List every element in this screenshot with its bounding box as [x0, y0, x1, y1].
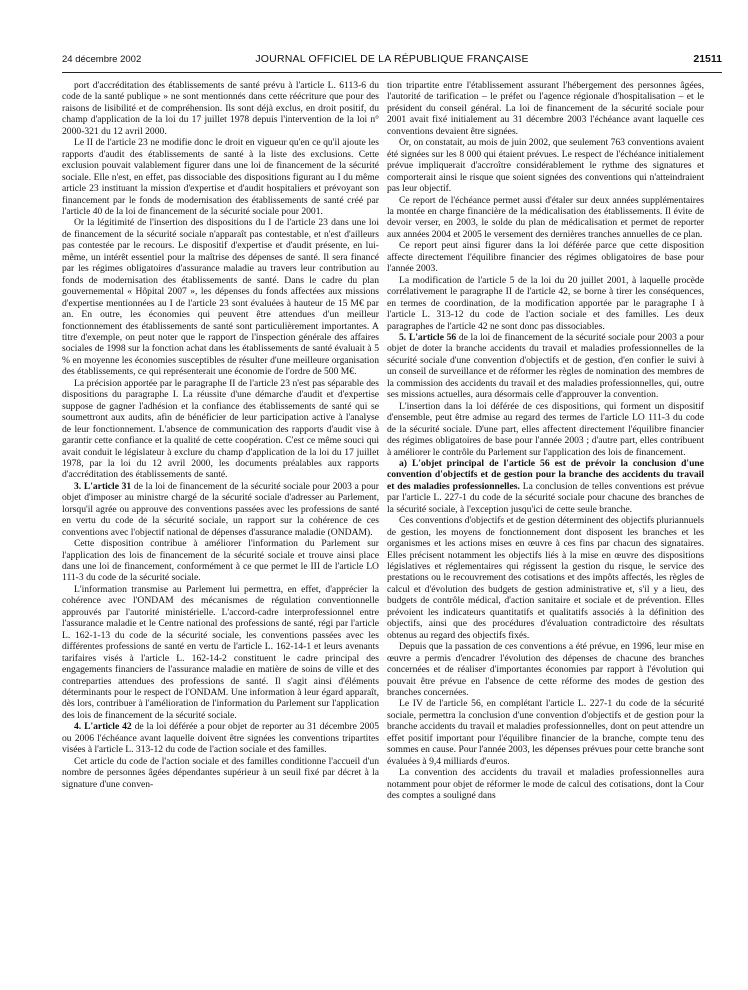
paragraph-text: Ces conventions d'objectifs et de gestion déterminent des objectifs pluriannuels de gestion, les moyens de fonctionnement dont disposent les branches et les organismes et les actions mises en œuvre à ces fins par chacun des signataires. Elles précisent notamment les objectifs liés à la mise en œuvre des dispositions législatives et réglementaires qui régissent la gestion du risque, le service des prestations ou le recouvrement des cotisations et des impôts affectés, les règles de calcul et d'évolution des budgets de gestion administrative et, s'il y a lieu, des budgets de contrôle médical, d'action sanitaire et sociale et de prévention. Elles prévoient les indicateurs quantitatifs et qualitatifs associés à la définition des objectifs, ainsi que des procédures d'évaluation contradictoire des résultats obtenus au regard des objectifs fixés.: [387, 515, 704, 641]
paragraph: [62, 217, 379, 377]
paragraph-lead: a) L'objet principal de l'article 56 est de prévoir la conclusion d'une convention d'objectifs et de gestion pour la branche des accidents du travail et des maladies professionnelles.: [387, 457, 704, 492]
paragraph: [387, 275, 704, 332]
paragraph-text: Ce report peut ainsi figurer dans la loi déférée parce que cette disposition affecte directement l'équilibre financier des régimes obligatoires de base pour l'année 2003.: [387, 240, 704, 275]
paragraph-text: La convention des accidents du travail et maladies professionnelles aura notamment pour objet de réformer le mode de calcul des cotisations, dont la Cour des comptes a souligné dans: [387, 767, 704, 802]
paragraph: [62, 584, 379, 721]
paragraph: [387, 80, 704, 137]
paragraph: [387, 332, 704, 401]
right-column: [387, 80, 704, 988]
paragraph-lead: 4. L'article 42: [74, 721, 132, 733]
paragraph-text: de la loi de financement de la sécurité sociale pour 2003 a pour objet de doter la branche accidents du travail et maladies professionnelles de la sécurité sociale d'une convention d'objectifs et de gestion, d'en confier le suivi à un conseil de surveillance et de réformer les règles de nomination des membres de la commission des accidents du travail et des maladies professionnelles, qui, outre ses missions actuelles, aura désormais celle d'approuver la convention.: [387, 331, 704, 401]
paragraph-text: Le IV de l'article 56, en complétant l'article L. 227-1 du code de la sécurité sociale, permettra la conclusion d'une convention d'objectifs et de gestion pour la branche accidents du travail et maladies professionnelles, dont on peut attendre un effet positif important pour l'équilibre financier de la branche, compte tenu des sommes en cause. Pour l'année 2003, les dépenses prévues pour cette branche sont évaluées à 9,4 milliards d'euros.: [387, 698, 704, 767]
paragraph-text: Depuis que la passation de ces conventions a été prévue, en 1996, leur mise en œuvre a permis d'encadrer l'évolution des dépenses de chacune des branches concernées et de réaliser d'importantes économies par rapport à l'évolution qui pouvait être prévue en l'absence de cette réforme des modes de gestion des branches concernées.: [387, 641, 704, 699]
journal-title: JOURNAL OFFICIEL DE LA RÉPUBLIQUE FRANÇAISE: [255, 53, 529, 65]
paragraph: [387, 515, 704, 641]
paragraph-text: port d'accréditation des établissements de santé prévu à l'article L. 6113-6 du code de la santé publique » ne sont mentionnés dans cette réécriture que pour des raisons de lisibilité et de compréhension. Ils sont déjà exclus, en droit positif, du champ d'application de la loi du 17 juillet 1978 depuis l'intervention de la loi n° 2000-321 du 12 avril 2000.: [62, 80, 379, 137]
paragraph: [387, 401, 704, 458]
paragraph: [62, 137, 379, 217]
paragraph-text: L'information transmise au Parlement lui permettra, en effet, d'apprécier la cohérence avec l'ONDAM des mécanismes de régulation conventionnelle approuvés par l'autorité ministérielle. L'accord-cadre interprofessionnel entre l'assurance maladie et le Centre national des professions de santé, régi par l'article L. 162-1-13 du code de la sécurité sociale, les conventions passées avec les différentes professions de santé en vertu de l'article L. 162-14-1 et leurs avenants tarifaires visés à l'article L. 162-14-2 constituent le cadre principal des engagements financiers de l'assurance maladie en matière de soins de ville et des contreparties attendues des professions de santé. Il s'agit ainsi d'éléments déterminants pour le respect de l'ONDAM. Une information à leur égard apparaît, dès lors, contribuer à l'amélioration de l'information du Parlement sur l'application des lois de financement de la sécurité sociale.: [62, 583, 379, 721]
page-header: [62, 52, 722, 68]
paragraph: [387, 458, 704, 515]
paragraph: [62, 538, 379, 584]
paragraph-text: Or la légitimité de l'insertion des dispositions du I de l'article 23 dans une loi de financement de la sécurité sociale n'apparaît pas contestable, et n'est d'ailleurs pas contestée par le recours. Le dispositif d'expertise et d'audit présente, en lui-même, un intérêt essentiel pour la maîtrise des dépenses de santé. Il sera financé par les régimes obligatoires d'assurance maladie au travers leur contribution au fonds de modernisation des établissements de santé. Dans le cadre du plan gouvernemental « Hôpital 2007 », les dépenses du fonds affectées aux missions d'expertise mentionnées au I de l'article 23 sont évaluées à hauteur de 15 M€ par an. En outre, les économies qui peuvent être attendues d'un meilleur fonctionnement des établissements de santé sont particulièrement importantes. A titre d'exemple, on peut noter que le rapport de l'inspection générale des affaires sociales de 1998 sur la fonction achat dans les établissements de santé évaluait à 5 % en moyenne les économies susceptibles de résulter d'une meilleure organisation des établissements, ce qui représenterait une économie de l'ordre de 500 M€.: [62, 217, 379, 378]
paragraph: [62, 756, 379, 790]
page-number: 21511: [693, 53, 722, 65]
paragraph-text: Cette disposition contribue à améliorer l'information du Parlement sur l'application des lois de financement de la sécurité sociale et trouve ainsi place dans une loi de financement, conformément à ce que permet le III de l'article LO 111-3 du code de la sécurité sociale.: [62, 538, 379, 584]
paragraph-lead: 3. L'article 31: [74, 480, 132, 492]
paragraph: [62, 378, 379, 481]
paragraph-text: Or, on constatait, au mois de juin 2002, que seulement 763 conventions avaient été signées sur les 8 000 qui étaient prévues. Le respect de l'échéance initialement prévue impliquerait d'accroître considérablement le rythme des signatures et comporterait ainsi le risque que soient signées des conventions qui n'atteindraient pas leur objectif.: [387, 137, 704, 195]
paragraph: [387, 641, 704, 698]
paragraph: [387, 195, 704, 241]
paragraph-text: L'insertion dans la loi déférée de ces dispositions, qui forment un dispositif d'ensemble, peut être admise au regard des termes de l'article LO 111-3 du code de la sécurité sociale. D'une part, elles affectent directement l'équilibre financier des régimes obligatoires de base pour l'année 2003 ; d'autre part, elles contribuent à améliorer le contrôle du Parlement sur l'application des lois de financement.: [387, 400, 704, 458]
paragraph-lead: 5. L'article 56: [399, 331, 457, 343]
paragraph-text: tion tripartite entre l'établissement assurant l'hébergement des personnes âgées, l'autorité de tarification – le préfet ou l'agence régionale d'hospitalisation – et le président du conseil général. La loi de financement de la sécurité sociale pour 2001 avait fixé initialement au 31 décembre 2003 l'échéance avant laquelle ces conventions devaient être signées.: [387, 80, 704, 137]
paragraph-text: Cet article du code de l'action sociale et des familles conditionne l'accueil d'un nombre de personnes âgées dépendantes supérieur à un seuil fixé par décret à la signature d'une conven-: [62, 755, 379, 790]
left-column: [62, 80, 379, 988]
paragraph: [387, 137, 704, 194]
paragraph: [62, 481, 379, 538]
paragraph-text: La conclusion de telles conventions est prévue par l'article L. 227-1 du code de la sécurité sociale pour chacune des branches de la sécurité sociale, à l'exception jusqu'ici de cette seule branche.: [387, 480, 704, 515]
paragraph-text: Ce report de l'échéance permet aussi d'étaler sur deux années supplémentaires la montée en charge financière de la médicalisation des établissements. Il évite de devoir verser, en 2003, le solde du plan de médicalisation et permet de reporter aux années 2004 et 2005 le versement des dernières tranches annuelles de ce plan.: [387, 194, 704, 240]
paragraph-text: La précision apportée par le paragraphe II de l'article 23 n'est pas séparable des dispositions du paragraphe I. La réussite d'une démarche d'audit et d'expertise suppose de gagner l'adhésion et la confiance des établissements de santé qui se soumettront aux audits, afin de bénéficier de leur participation active à l'analyse de leur fonctionnement. L'absence de communication des rapports d'audit vise à garantir cette confiance et la qualité de cette coopération. C'est ce même souci qui avait conduit le législateur à exclure du champ d'application de la loi du 17 juillet 1978, par la loi du 12 avril 2000, les documents préalables aux rapports d'accréditation des établissements de santé.: [62, 377, 379, 481]
paragraph: [387, 767, 704, 801]
paragraph: [387, 240, 704, 274]
paragraph: [62, 80, 379, 137]
paragraph-text: La modification de l'article 5 de la loi du 20 juillet 2001, à laquelle procède corrélativement le paragraphe II de l'article 42, se borne à tirer les conséquences, en termes de coordination, de la modification apportée par le paragraphe I à l'article L. 313-12 du code de l'action sociale et des familles. Les deux paragraphes de l'article 42 ne sont donc pas dissociables.: [387, 274, 704, 332]
header-rule: [62, 72, 722, 73]
paragraph: [387, 698, 704, 767]
header-date: 24 décembre 2002: [62, 54, 142, 65]
paragraph: [62, 721, 379, 755]
paragraph-text: de la loi de financement de la sécurité sociale pour 2003 a pour objet d'imposer au ministre chargé de la sécurité sociale d'adresser au Parlement, lorsqu'il agrée ou approuve des conventions passées avec les professions de santé en vertu du code de la sécurité sociale, un rapport sur la cohérence de ces conventions avec l'objectif national de dépenses d'assurance maladie (ONDAM).: [62, 480, 379, 538]
paragraph-text: Le II de l'article 23 ne modifie donc le droit en vigueur qu'en ce qu'il ajoute les rapports d'audit des établissements de santé à la liste des exclusions. Cette exclusion pouvait valablement figurer dans une loi de financement de la sécurité sociale. Elle n'est, en effet, pas dissociable des dispositions figurant au I du même article 23 instituant la mission d'expertise et d'audit hospitaliers et prévoyant son financement par le fonds de modernisation des établissements de santé créé par l'article 40 de la loi de financement de la sécurité sociale pour 2001.: [62, 137, 379, 217]
paragraph-text: de la loi déférée a pour objet de reporter au 31 décembre 2005 ou 2006 l'échéance avant laquelle doivent être signées les conventions tripartites visées à l'article L. 313-12 du code de l'action sociale et des familles.: [62, 721, 379, 756]
